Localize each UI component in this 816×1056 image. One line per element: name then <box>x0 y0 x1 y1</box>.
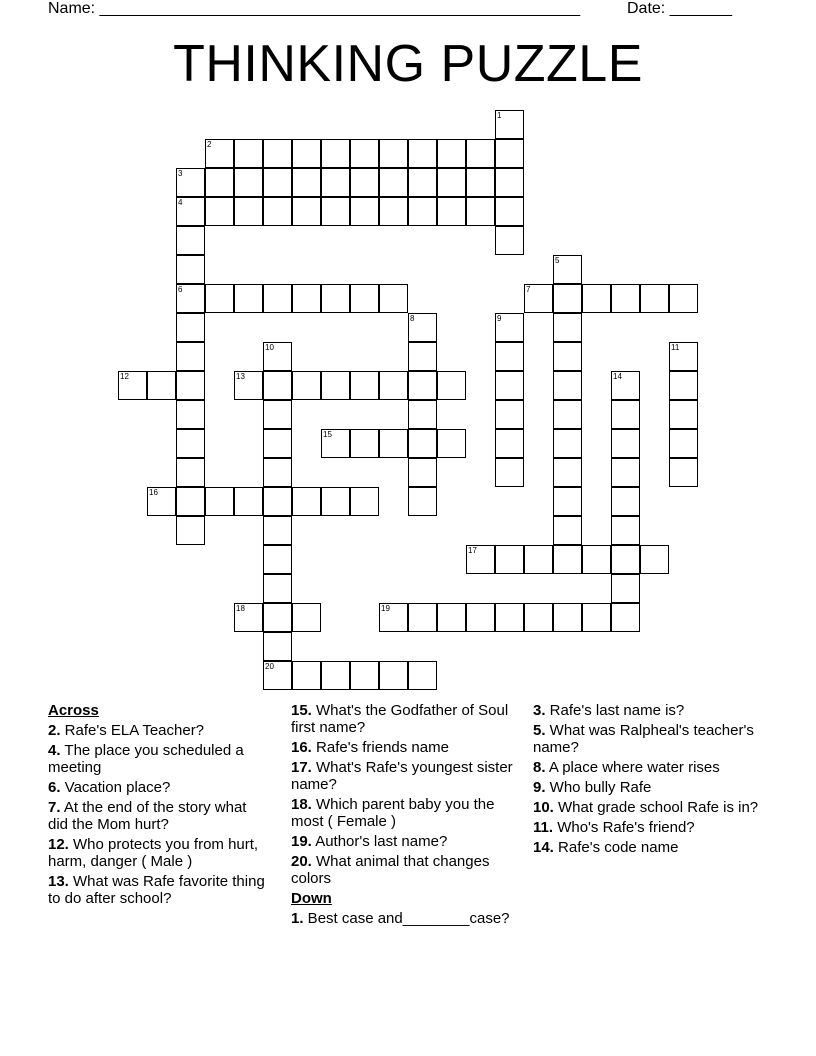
clue-item <box>533 839 761 856</box>
crossword-cell[interactable] <box>669 342 698 371</box>
crossword-cell[interactable] <box>408 168 437 197</box>
crossword-cell[interactable] <box>408 371 437 400</box>
crossword-cell[interactable] <box>350 284 379 313</box>
crossword-cell[interactable] <box>495 168 524 197</box>
crossword-cell[interactable] <box>321 487 350 516</box>
clue-item-number: 20. <box>291 853 312 870</box>
crossword-cell[interactable] <box>176 458 205 487</box>
clue-item <box>48 779 270 796</box>
crossword-cell[interactable] <box>495 226 524 255</box>
down-clue-list <box>291 910 519 927</box>
crossword-cell[interactable] <box>408 603 437 632</box>
crossword-cell[interactable] <box>466 603 495 632</box>
crossword-cell[interactable] <box>495 603 524 632</box>
clue-item-number: 18. <box>291 796 312 813</box>
crossword-cell[interactable] <box>408 429 437 458</box>
crossword-cell[interactable] <box>263 429 292 458</box>
page-title: THINKING PUZZLE <box>173 35 643 93</box>
crossword-cell[interactable] <box>350 487 379 516</box>
crossword-cell[interactable] <box>263 632 292 661</box>
crossword-cell[interactable] <box>147 371 176 400</box>
crossword-cell[interactable] <box>321 168 350 197</box>
clue-item-number: 11. <box>533 819 554 836</box>
crossword-cell[interactable] <box>669 284 698 313</box>
clue-number: 8 <box>410 314 415 323</box>
clue-item-number: 14. <box>533 839 554 856</box>
clue-item-text: Who's Rafe's friend? <box>553 819 695 836</box>
crossword-cell[interactable] <box>205 197 234 226</box>
crossword-cell[interactable] <box>321 197 350 226</box>
crossword-cell[interactable] <box>263 516 292 545</box>
crossword-cell[interactable] <box>379 429 408 458</box>
across-clue-list-continued <box>291 702 519 887</box>
crossword-cell[interactable] <box>466 168 495 197</box>
crossword-cell[interactable] <box>553 487 582 516</box>
crossword-cell[interactable] <box>611 458 640 487</box>
crossword-cell[interactable] <box>495 545 524 574</box>
crossword-cell[interactable] <box>234 603 263 632</box>
crossword-cell[interactable] <box>495 400 524 429</box>
crossword-cell[interactable] <box>234 139 263 168</box>
clue-number: 18 <box>236 604 245 613</box>
crossword-cell[interactable] <box>176 255 205 284</box>
clue-item-text: What animal that changes colors <box>291 853 490 887</box>
clue-item <box>533 819 761 836</box>
crossword-cell[interactable] <box>350 197 379 226</box>
clue-item-number: 5. <box>533 722 546 739</box>
crossword-cell[interactable] <box>147 487 176 516</box>
crossword-cell[interactable] <box>553 458 582 487</box>
clue-number: 1 <box>497 111 502 120</box>
clue-item-number: 17. <box>291 759 312 776</box>
crossword-cell[interactable] <box>611 487 640 516</box>
crossword-cell[interactable] <box>408 342 437 371</box>
clue-number: 19 <box>381 604 390 613</box>
crossword-cell[interactable] <box>495 313 524 342</box>
crossword-cell[interactable] <box>205 487 234 516</box>
crossword-cell[interactable] <box>263 342 292 371</box>
crossword-cell[interactable] <box>553 313 582 342</box>
clue-item <box>533 722 761 756</box>
crossword-cell[interactable] <box>234 197 263 226</box>
crossword-cell[interactable] <box>669 429 698 458</box>
crossword-cell[interactable] <box>234 284 263 313</box>
clue-item-number: 19. <box>291 833 312 850</box>
clues-column-1 <box>48 702 270 910</box>
across-heading: Across <box>48 702 99 719</box>
crossword-cell[interactable] <box>553 255 582 284</box>
crossword-cell[interactable] <box>263 661 292 690</box>
crossword-cell[interactable] <box>321 284 350 313</box>
clue-item <box>533 779 761 796</box>
crossword-cell[interactable] <box>611 603 640 632</box>
crossword-cell[interactable] <box>437 371 466 400</box>
crossword-cell[interactable] <box>263 371 292 400</box>
clue-item <box>291 910 519 927</box>
crossword-cell[interactable] <box>408 458 437 487</box>
clue-item-text: What grade school Rafe is in? <box>553 799 759 816</box>
crossword-cell[interactable] <box>437 139 466 168</box>
clue-item-number: 7. <box>48 799 61 816</box>
clue-item-text: The place you scheduled a meeting <box>48 742 244 776</box>
crossword-cell[interactable] <box>263 458 292 487</box>
clue-item-text: Author's last name? <box>311 833 448 850</box>
crossword-cell[interactable] <box>263 487 292 516</box>
across-clue-list <box>48 722 270 907</box>
clue-number: 12 <box>120 372 129 381</box>
crossword-cell[interactable] <box>205 284 234 313</box>
crossword-cell[interactable] <box>321 371 350 400</box>
crossword-cell[interactable] <box>669 458 698 487</box>
clue-item-number: 1. <box>291 910 304 927</box>
clue-item-number: 16. <box>291 739 312 756</box>
crossword-cell[interactable] <box>611 545 640 574</box>
crossword-cell[interactable] <box>611 371 640 400</box>
crossword-cell[interactable] <box>524 545 553 574</box>
crossword-cell[interactable] <box>495 110 524 139</box>
crossword-cell[interactable] <box>176 284 205 313</box>
crossword-cell[interactable] <box>176 226 205 255</box>
crossword-cell[interactable] <box>640 545 669 574</box>
crossword-cell[interactable] <box>176 168 205 197</box>
crossword-cell[interactable] <box>495 429 524 458</box>
crossword-cell[interactable] <box>582 545 611 574</box>
clue-item <box>48 722 270 739</box>
clue-item <box>533 702 761 719</box>
crossword-cell[interactable] <box>234 168 263 197</box>
crossword-cell[interactable] <box>437 429 466 458</box>
clue-number: 9 <box>497 314 502 323</box>
crossword-cell[interactable] <box>292 139 321 168</box>
crossword-cell[interactable] <box>350 168 379 197</box>
clue-item-number: 6. <box>48 779 61 796</box>
clue-number: 7 <box>526 285 531 294</box>
clue-item-text: A place where water rises <box>545 759 720 776</box>
clue-item-number: 2. <box>48 722 61 739</box>
crossword-cell[interactable] <box>408 139 437 168</box>
crossword-cell[interactable] <box>176 342 205 371</box>
clue-item-number: 3. <box>533 702 546 719</box>
crossword-cell[interactable] <box>292 168 321 197</box>
crossword-cell[interactable] <box>553 545 582 574</box>
crossword-cell[interactable] <box>611 574 640 603</box>
crossword-cell[interactable] <box>437 197 466 226</box>
crossword-cell[interactable] <box>379 168 408 197</box>
crossword-cell[interactable] <box>553 284 582 313</box>
crossword-cell[interactable] <box>176 487 205 516</box>
clue-number: 6 <box>178 285 183 294</box>
clue-item-text: What's Rafe's youngest sister name? <box>291 759 513 793</box>
clue-number: 17 <box>468 546 477 555</box>
crossword-cell[interactable] <box>553 400 582 429</box>
crossword-cell[interactable] <box>292 603 321 632</box>
crossword-cell[interactable] <box>669 371 698 400</box>
clue-number: 11 <box>671 343 680 352</box>
crossword-cell[interactable] <box>379 371 408 400</box>
clue-item-text: What's the Godfather of Soul first name? <box>291 702 509 736</box>
crossword-cell[interactable] <box>205 168 234 197</box>
crossword-cell[interactable] <box>553 516 582 545</box>
crossword-cell[interactable] <box>582 603 611 632</box>
crossword-cell[interactable] <box>176 516 205 545</box>
crossword-cell[interactable] <box>176 400 205 429</box>
clue-number: 15 <box>323 430 332 439</box>
crossword-cell[interactable] <box>524 603 553 632</box>
clue-number: 14 <box>613 372 622 381</box>
crossword-cell[interactable] <box>263 168 292 197</box>
down-clue-list-continued <box>533 702 761 856</box>
crossword-cell[interactable] <box>118 371 147 400</box>
name-field: Name: ______________________________________________________ <box>48 0 581 17</box>
crossword-cell[interactable] <box>205 139 234 168</box>
crossword-cell[interactable] <box>176 371 205 400</box>
clue-number: 4 <box>178 198 183 207</box>
crossword-cell[interactable] <box>176 313 205 342</box>
clue-number: 16 <box>149 488 158 497</box>
crossword-cell[interactable] <box>379 197 408 226</box>
clue-item-number: 9. <box>533 779 546 796</box>
crossword-cell[interactable] <box>495 342 524 371</box>
clue-item <box>291 833 519 850</box>
clue-item-text: Vacation place? <box>60 779 171 796</box>
clue-item-text: Rafe's ELA Teacher? <box>60 722 205 739</box>
crossword-cell[interactable] <box>292 661 321 690</box>
crossword-cell[interactable] <box>611 516 640 545</box>
crossword-cell[interactable] <box>553 342 582 371</box>
clue-item-text: At the end of the story what did the Mom hurt? <box>48 799 247 833</box>
clue-item <box>48 836 270 870</box>
crossword-cell[interactable] <box>495 139 524 168</box>
clue-item-number: 13. <box>48 873 69 890</box>
crossword-cell[interactable] <box>263 139 292 168</box>
crossword-cell[interactable] <box>466 139 495 168</box>
clue-item-text: Who protects you from hurt, harm, danger ( Male ) <box>48 836 259 870</box>
crossword-cell[interactable] <box>176 429 205 458</box>
clue-item <box>48 799 270 833</box>
clue-item-text: Rafe's friends name <box>311 739 449 756</box>
clue-item-text: Rafe's code name <box>553 839 679 856</box>
date-field: Date: _______ <box>627 0 732 17</box>
crossword-cell[interactable] <box>321 429 350 458</box>
crossword-cell[interactable] <box>669 400 698 429</box>
clue-item-number: 15. <box>291 702 312 719</box>
crossword-cell[interactable] <box>437 168 466 197</box>
crossword-cell[interactable] <box>611 284 640 313</box>
crossword-cell[interactable] <box>350 371 379 400</box>
clue-number: 10 <box>265 343 274 352</box>
crossword-cell[interactable] <box>495 371 524 400</box>
clue-number: 13 <box>236 372 245 381</box>
crossword-cell[interactable] <box>408 487 437 516</box>
clues-column-2 <box>291 702 519 930</box>
crossword-cell[interactable] <box>495 197 524 226</box>
crossword-cell[interactable] <box>408 197 437 226</box>
crossword-cell[interactable] <box>611 400 640 429</box>
crossword-cell[interactable] <box>263 197 292 226</box>
crossword-cell[interactable] <box>553 429 582 458</box>
clue-item <box>291 759 519 793</box>
crossword-cell[interactable] <box>640 284 669 313</box>
crossword-cell[interactable] <box>437 603 466 632</box>
clue-item-text: Best case and________case? <box>303 910 510 927</box>
crossword-cell[interactable] <box>379 603 408 632</box>
crossword-cell[interactable] <box>321 661 350 690</box>
clue-number: 2 <box>207 140 212 149</box>
clue-item <box>291 702 519 736</box>
crossword-cell[interactable] <box>350 429 379 458</box>
clue-item-text: Which parent baby you the most ( Female ) <box>291 796 495 830</box>
crossword-cell[interactable] <box>263 400 292 429</box>
clue-number: 5 <box>555 256 560 265</box>
clue-item-number: 4. <box>48 742 61 759</box>
clue-number: 3 <box>178 169 183 178</box>
clue-item-number: 12. <box>48 836 69 853</box>
crossword-cell[interactable] <box>263 603 292 632</box>
crossword-cell[interactable] <box>553 371 582 400</box>
crossword-cell[interactable] <box>408 661 437 690</box>
clue-item <box>291 739 519 756</box>
clue-item <box>291 796 519 830</box>
down-heading: Down <box>291 890 332 907</box>
clue-item-text: Who bully Rafe <box>545 779 652 796</box>
crossword-cell[interactable] <box>524 284 553 313</box>
crossword-cell[interactable] <box>176 197 205 226</box>
crossword-cell[interactable] <box>234 487 263 516</box>
crossword-cell[interactable] <box>263 545 292 574</box>
crossword-cell[interactable] <box>292 371 321 400</box>
clue-item-text: What was Rafe favorite thing to do after school? <box>48 873 265 907</box>
crossword-cell[interactable] <box>408 400 437 429</box>
clue-item <box>533 799 761 816</box>
crossword-cell[interactable] <box>495 458 524 487</box>
clue-item <box>48 873 270 907</box>
crossword-cell[interactable] <box>466 545 495 574</box>
crossword-cell[interactable] <box>582 284 611 313</box>
crossword-cell[interactable] <box>350 139 379 168</box>
crossword-cell[interactable] <box>408 313 437 342</box>
clues-column-3 <box>533 702 761 859</box>
crossword-cell[interactable] <box>263 284 292 313</box>
crossword-cell[interactable] <box>611 429 640 458</box>
crossword-cell[interactable] <box>379 284 408 313</box>
crossword-cell[interactable] <box>379 139 408 168</box>
crossword-cell[interactable] <box>553 603 582 632</box>
crossword-cell[interactable] <box>234 371 263 400</box>
crossword-cell[interactable] <box>350 661 379 690</box>
crossword-cell[interactable] <box>292 197 321 226</box>
clue-item <box>291 853 519 887</box>
crossword-cell[interactable] <box>292 284 321 313</box>
clue-item <box>48 742 270 776</box>
crossword-cell[interactable] <box>466 197 495 226</box>
clue-item-text: What was Ralpheal's teacher's name? <box>533 722 754 756</box>
clue-number: 20 <box>265 662 274 671</box>
crossword-cell[interactable] <box>379 661 408 690</box>
clue-item <box>533 759 761 776</box>
clue-item-number: 8. <box>533 759 546 776</box>
clue-item-number: 10. <box>533 799 554 816</box>
crossword-cell[interactable] <box>292 487 321 516</box>
crossword-cell[interactable] <box>263 574 292 603</box>
crossword-cell[interactable] <box>321 139 350 168</box>
clue-item-text: Rafe's last name is? <box>545 702 685 719</box>
